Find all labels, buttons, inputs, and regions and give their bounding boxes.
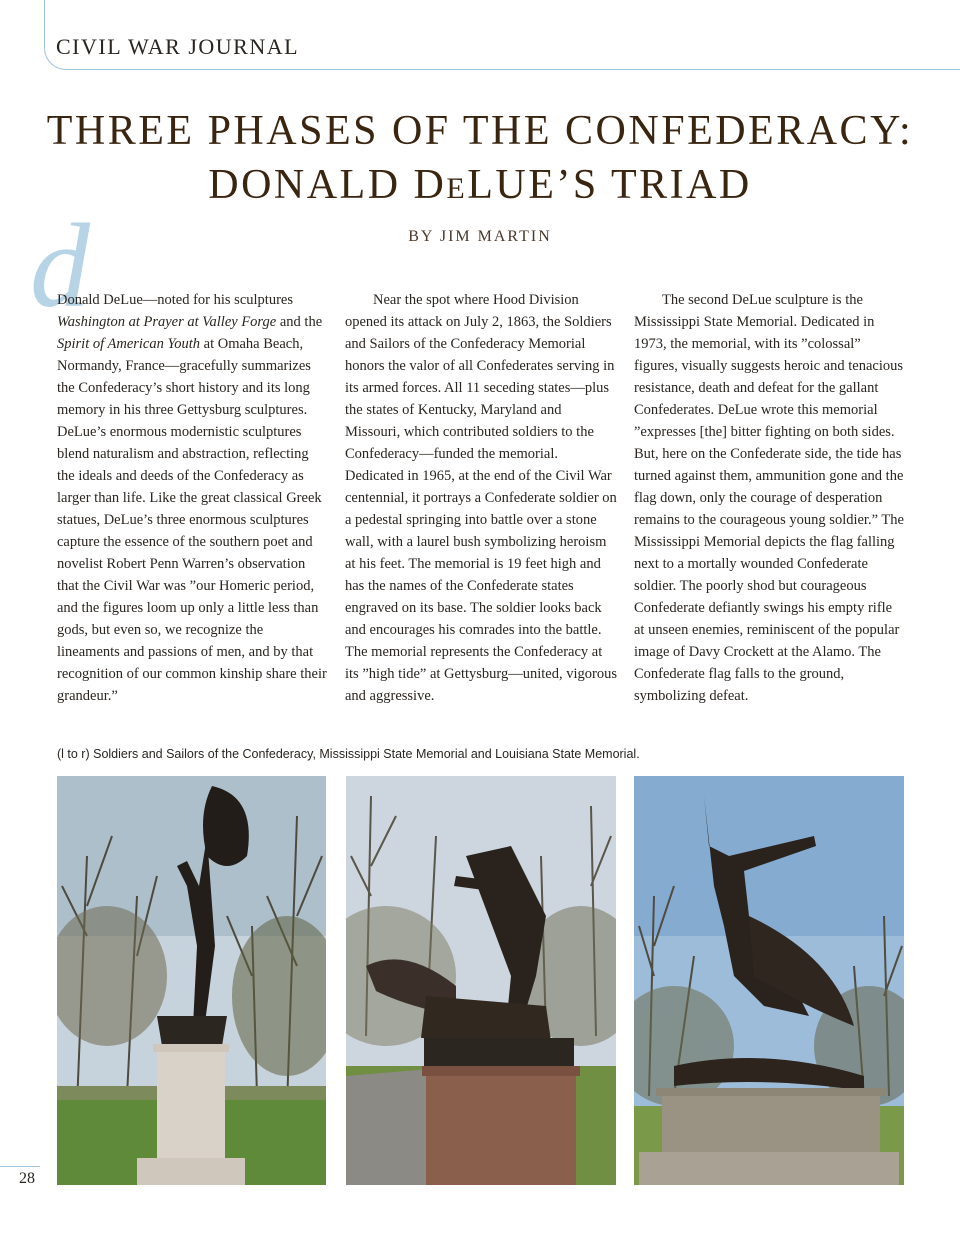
title-line-1: THREE PHASES OF THE CONFEDERACY: [46,108,914,154]
text-column-3 [634,289,906,707]
page-number: 28 [19,1170,35,1187]
paragraph-intro: Donald DeLue—noted for his sculptures Washington at Prayer at Valley Forge and the Spirit of American Youth at Omaha Beach, Normandy, France—gracefully summarizes the Confederacy’s short history and its long memory in his three Gettysburg sculptures. DeLue’s enormous modernistic sculptures blend naturalism and abstraction, reflecting the ideals and deeds of the Confederacy as larger than life. Like the great classical Greek statues, DeLue’s three enormous sculptures capture the essence of the southern poet and novelist Robert Penn Warren’s observation that the Civil War was ”our Homeric period, and the figures loom up only a little less than gods, but even so, we recognize the lineaments and passions of men, and by that recognition of our common kinship share their grandeur.” [57,292,327,704]
article-title [0,104,960,216]
text-column-2 [345,289,617,707]
page-number-rule [0,1166,40,1167]
paragraph-mississippi: The second DeLue sculpture is the Mississippi State Memorial. Dedicated in 1973, the memorial, with its ”colossal” figures, visually suggests heroic and tenacious resistance, death and defeat for the gallant Confederates. DeLue wrote this memorial ”expresses [the] bitter fighting on both sides. But, here on the Confederate side, the tide has turned against them, ammunition gone and the flag down, only the courage of desperation remains to the courageous young soldier.” The Mississippi Memorial depicts the flag falling next to a mortally wounded Confederate soldier. The poorly shod but courageous Confederate defiantly swings his empty rifle at unseen enemies, reminiscent of the popular image of Davy Crockett at the Alamo. The Confederate flag falls to the ground, symbolizing defeat. [634,292,904,704]
photo-caption: (l to r) Soldiers and Sailors of the Confederacy, Mississippi State Memorial and Louisiana State Memorial. [57,747,640,761]
drop-cap-ornament: d [30,199,90,332]
running-head: CIVIL WAR JOURNAL [56,34,300,59]
byline: BY JIM MARTIN [408,228,552,245]
mississippi-memorial-photo [346,776,616,1185]
soldiers-and-sailors-memorial-photo [57,776,326,1185]
text-column-1 [57,289,329,707]
louisiana-memorial-photo [634,776,904,1185]
paragraph-soldiers-sailors: Near the spot where Hood Division opened its attack on July 2, 1863, the Soldiers and Sailors of the Confederacy Memorial honors the valor of all Confederates serving in its armed forces. All 11 seceding states—plus the states of Kentucky, Maryland and Missouri, which contributed soldiers to the Confederacy—funded the memorial. Dedicated in 1965, at the end of the Civil War centennial, it portrays a Confederate soldier on a pedestal springing into battle over a stone wall, with a laurel bush symbolizing heroism at his feet. The memorial is 19 feet high and has the names of the Confederate states engraved on its base. The soldier looks back and encourages his comrades into the battle. The memorial represents the Confederacy at its ”high tide” at Gettysburg—united, vigorous and aggressive. [345,292,617,704]
title-line-2: DONALD DELUE’S TRIAD [208,162,752,208]
